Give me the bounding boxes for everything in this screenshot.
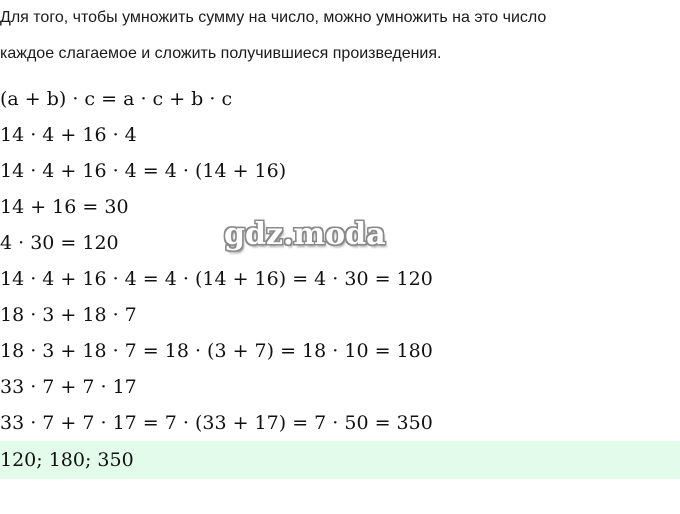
formula-line-6: 14 · 4 + 16 · 4 = 4 · (14 + 16) = 4 · 30 = 120 (0, 268, 433, 290)
answer-text: 120; 180; 350 (0, 449, 134, 471)
intro-line-1: Для того, чтобы умножить сумму на число, можно умножить на это число (0, 9, 547, 26)
formula-line-4: 14 + 16 = 30 (0, 196, 129, 218)
watermark-logo: gdz.moda (224, 217, 386, 252)
formula-line-2: 14 · 4 + 16 · 4 (0, 124, 137, 146)
formula-line-7: 18 · 3 + 18 · 7 (0, 304, 137, 326)
intro-line-2: каждое слагаемое и сложить получившиеся произведения. (0, 45, 442, 62)
formula-line-10: 33 · 7 + 7 · 17 = 7 · (33 + 17) = 7 · 50 = 350 (0, 412, 433, 434)
formula-distributive-rule: (a + b) · c = a · c + b · c (0, 88, 233, 110)
formula-line-9: 33 · 7 + 7 · 17 (0, 376, 137, 398)
formula-line-3: 14 · 4 + 16 · 4 = 4 · (14 + 16) (0, 160, 287, 182)
intro-paragraph (0, 0, 670, 72)
formula-line-8: 18 · 3 + 18 · 7 = 18 · (3 + 7) = 18 · 10 = 180 (0, 340, 433, 362)
formula-line-5: 4 · 30 = 120 (0, 232, 119, 254)
